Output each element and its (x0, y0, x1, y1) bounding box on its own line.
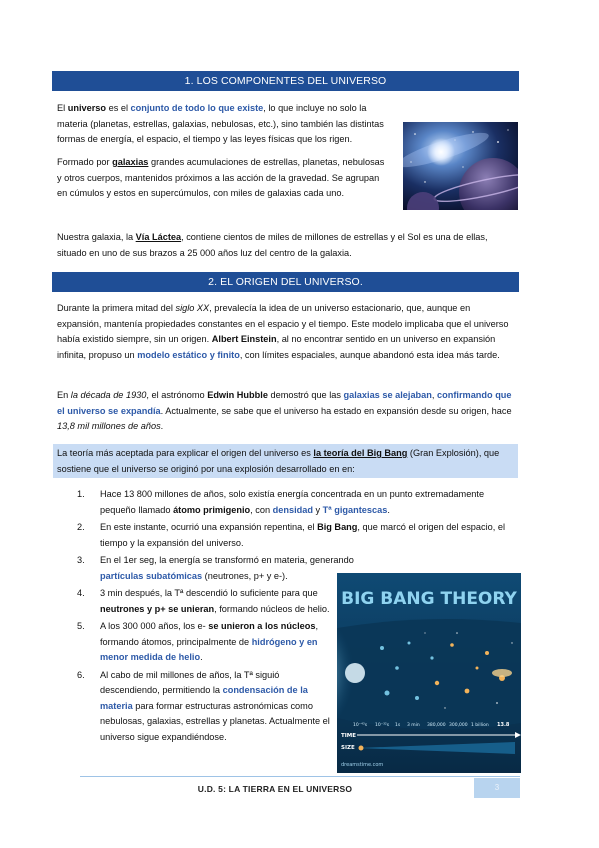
theory-highlight-text: La teoría más aceptada para explicar el origen del universo es la teoría del Big Bang (Gran Explosión), que sostiene que el universo se originó por una explosión desarrollado en en: (57, 448, 500, 474)
timeline-label: 380,000 (427, 723, 446, 728)
step-item: 4. 3 min después, la Tª descendió lo suficiente para que neutrones y p+ se unieran, formando núcleos de helio. (77, 588, 330, 614)
step-item: 6. Al cabo de mil millones de años, la Tª siguió descendiendo, permitiendo la condensación de la materia para formar estructuras astronómicas como nebulosas, galaxias, estrellas y planetas. Actualmente el universo sigue expandiéndose. (77, 669, 330, 742)
time-label: TIME (341, 733, 357, 739)
timeline-label: 13.8 (497, 722, 510, 728)
step-item: 1. Hace 13 800 millones de años, solo existía energía concentrada en un punto extremadamente pequeño llamado átomo primigenio, con densidad y Tª gigantescas. (77, 489, 485, 515)
galaxy-image (403, 122, 518, 210)
step-item: 5. A los 300 000 años, los e- se unieron a los núcleos, formando átomos, principalmente de hidrógeno y en menor medida de helio. (77, 621, 319, 662)
infographic-brand: dreamstime.com (341, 762, 384, 768)
timeline-label: 300,000 (449, 723, 468, 728)
timeline-label: 3 min (407, 723, 420, 728)
footer-title: U.D. 5: LA TIERRA EN EL UNIVERSO (197, 784, 353, 794)
section-1-paragraph-2: Formado por galaxias grandes acumulaciones de estrellas, planetas, nebulosas y otros cuerpos, mantenidos próximos a las acción de la gravedad. Se agrupan en cúmulos y estos en supercúmulos, con miles de galaxias cada uno. (57, 157, 385, 198)
size-label: SIZE (341, 745, 355, 751)
section-1-paragraph-1: El universo es el conjunto de todo lo que existe, lo que incluye no solo la materia (planetas, estrellas, galaxias, nebulosas, etc.), sino también las distintas formas de energía, el espacio, el tiempo y las leyes físicas que los rigen. (57, 103, 384, 144)
timeline-label: 10⁻³²s (375, 723, 390, 728)
timeline-label: 1 billion (471, 723, 489, 728)
section-2-paragraph-1: Durante la primera mitad del siglo XX, prevalecía la idea de un universo estacionario, que, aunque en expansión, mantenía propiedades constantes en el espacio y el tiempo. Este modelo implicaba que el universo había existido siempre, sin un origen. Albert Einstein, al no encontrar sentido en un universo en expansión infinita, propuso un modelo estático y finito, con límites espaciales, aunque abandonó esta idea más tarde. (57, 303, 509, 360)
section-2-heading: 2. EL ORIGEN DEL UNIVERSO. (52, 272, 519, 292)
timeline-label: 1s (395, 723, 401, 728)
big-bang-infographic (337, 573, 521, 773)
infographic-title: BIG BANG THEORY (341, 589, 517, 609)
step-item: 3. En el 1er seg, la energía se transformó en materia, generando partículas subatómicas (neutrones, p+ y e-). (77, 555, 354, 581)
timeline-label: 10⁻⁴³s (353, 723, 368, 728)
footer-divider (80, 776, 520, 777)
section-1-paragraph-3: Nuestra galaxia, la Vía Láctea, contiene cientos de miles de millones de estrellas y el Sol es una de ellas, situado en uno de sus brazos a 25 000 años luz del centro de la galaxia. (57, 232, 488, 258)
section-2-paragraph-2: En la década de 1930, el astrónomo Edwin Hubble demostró que las galaxias se alejaban, confirmando que el universo se expandía. Actualmente, se sabe que el universo ha estado en expansión desde su origen, hace 13,8 mil millones de años. (57, 390, 512, 431)
page-number: 3 (474, 778, 520, 798)
section-1-heading: 1. LOS COMPONENTES DEL UNIVERSO (52, 71, 519, 91)
step-item: 2. En este instante, ocurrió una expansión repentina, el Big Bang, que marcó el origen del espacio, el tiempo y la expansión del universo. (77, 522, 506, 548)
